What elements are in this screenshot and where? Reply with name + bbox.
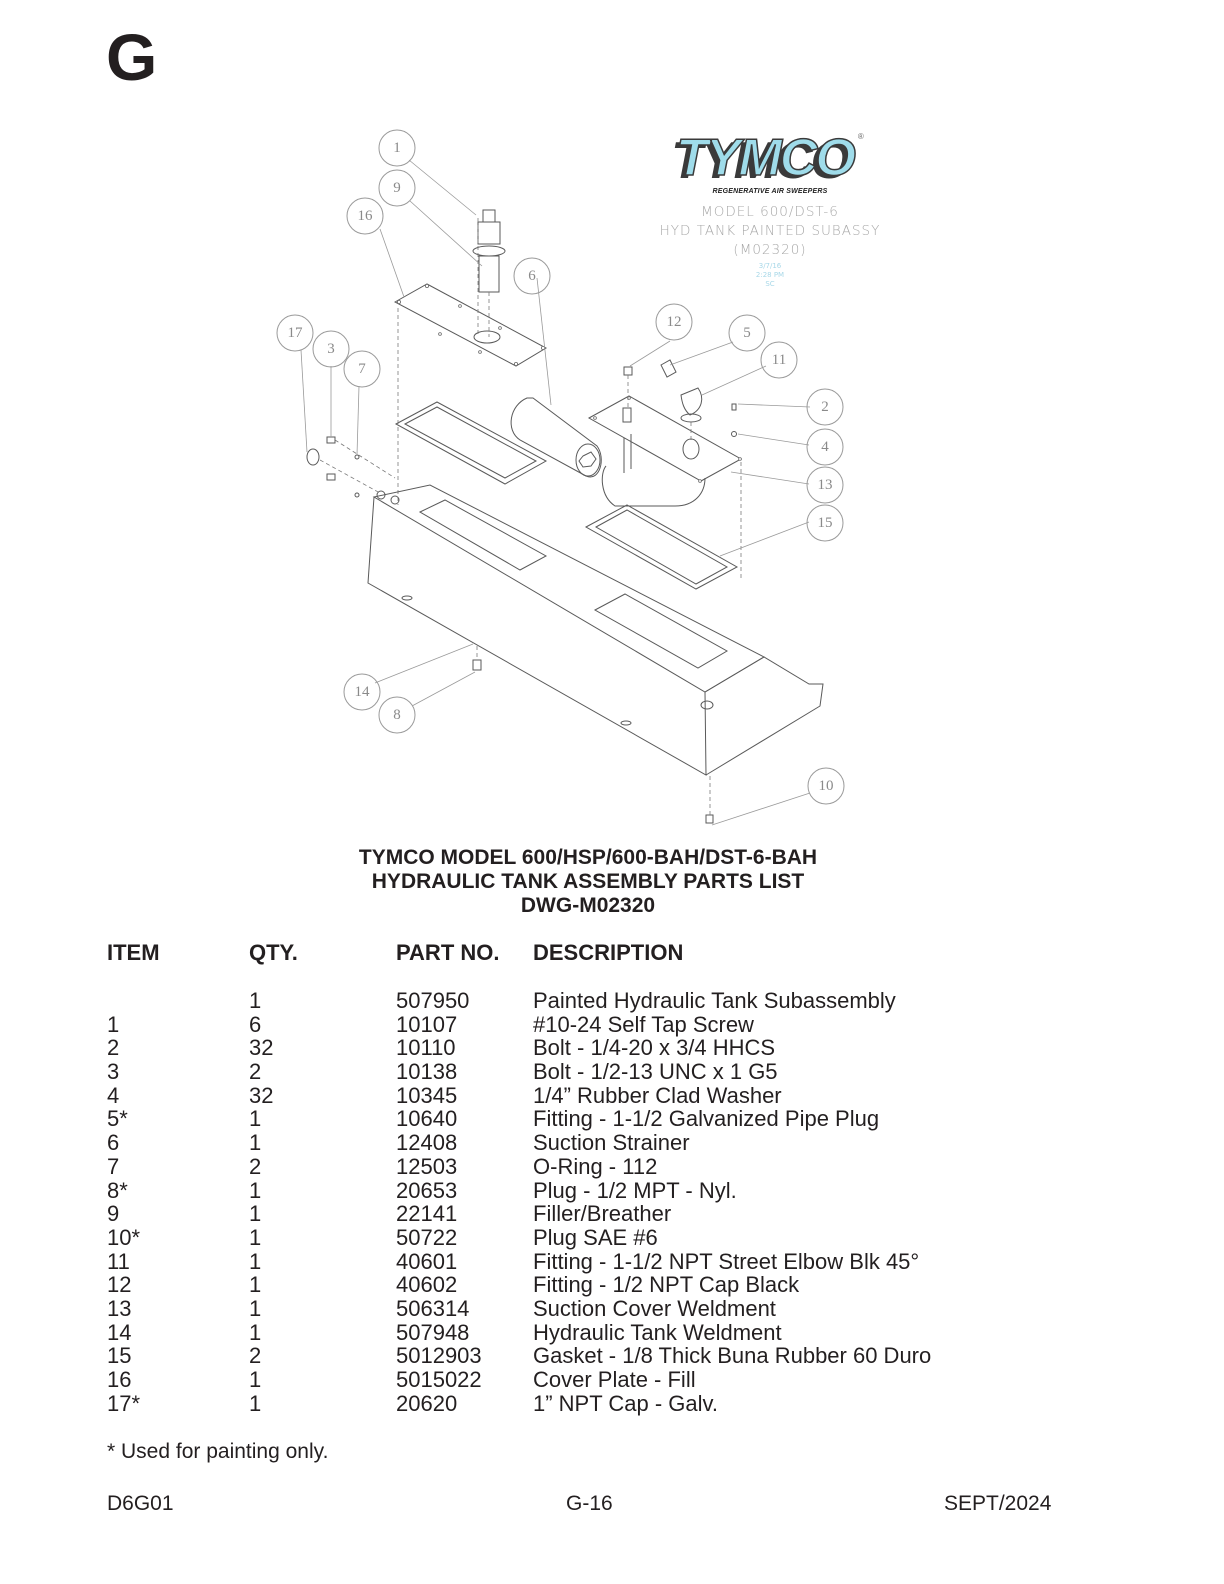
stamp-time: 2:28 PM (755, 271, 785, 279)
footer-date: SEPT/2024 (944, 1492, 1052, 1515)
balloon-6 (514, 258, 550, 294)
parts-table-body (0, 989, 1224, 1415)
balloon-8 (379, 697, 415, 733)
cell-item: 4 (107, 1082, 120, 1108)
table-row (0, 1226, 1224, 1250)
cell-description: 1/4” Rubber Clad Washer (533, 1082, 782, 1108)
balloon-15 (807, 505, 843, 541)
cell-description: Fitting - 1-1/2 NPT Street Elbow Blk 45° (533, 1248, 920, 1274)
cell-part-no: 40602 (396, 1272, 458, 1298)
cell-description: Suction Strainer (533, 1130, 690, 1156)
header-description: DESCRIPTION (533, 940, 684, 965)
cell-item: 15 (107, 1343, 132, 1369)
drain-plugs (473, 646, 713, 823)
stamp-initials: SC (765, 280, 775, 288)
cell-part-no: 5015022 (396, 1367, 482, 1392)
cell-item: 12 (107, 1272, 132, 1298)
cell-item: 14 (107, 1319, 132, 1345)
cell-item: 9 (107, 1201, 120, 1227)
cell-part-no: 10107 (396, 1011, 458, 1037)
cell-qty: 1 (249, 1295, 262, 1321)
parts-list-title (0, 846, 1176, 918)
table-row (0, 1202, 1224, 1226)
cell-qty: 1 (249, 1130, 262, 1156)
cell-qty: 1 (249, 1106, 262, 1132)
svg-text:14: 14 (354, 684, 370, 700)
svg-text:5: 5 (743, 325, 751, 341)
cell-qty: 1 (249, 1201, 262, 1227)
cell-qty: 1 (249, 1367, 262, 1392)
cell-part-no: 20653 (396, 1177, 458, 1203)
table-row (0, 1084, 1224, 1108)
footer-doc-code: D6G01 (107, 1492, 174, 1515)
section-letter: G (106, 20, 158, 94)
balloon-10 (808, 768, 844, 804)
cell-description: Bolt - 1/4-20 x 3/4 HHCS (533, 1035, 776, 1061)
suction-strainer (511, 398, 601, 477)
cell-qty: 1 (249, 1390, 262, 1416)
table-row (0, 1392, 1224, 1416)
cell-part-no: 10138 (396, 1059, 458, 1085)
drawing-title-line: MODEL 600/DST-6 (701, 204, 839, 220)
gasket-right (586, 505, 737, 589)
table-row (0, 1155, 1224, 1179)
table-row (0, 1297, 1224, 1321)
table-row (0, 1013, 1224, 1037)
cell-item: 16 (107, 1367, 132, 1392)
balloon-5 (729, 315, 765, 351)
svg-text:10: 10 (818, 778, 834, 794)
cell-part-no: 507948 (396, 1319, 470, 1345)
cell-qty: 1 (249, 988, 262, 1013)
cell-description: O-Ring - 112 (533, 1153, 658, 1179)
cell-item: 17* (107, 1390, 141, 1416)
cell-part-no: 10345 (396, 1082, 458, 1108)
cell-item: 3 (107, 1059, 120, 1085)
cell-qty: 1 (249, 1224, 262, 1250)
svg-text:3: 3 (327, 341, 335, 357)
svg-text:1: 1 (393, 140, 401, 156)
cell-item: 11 (107, 1248, 130, 1274)
cell-part-no: 506314 (396, 1295, 470, 1321)
tymco-logo: TYMCO (676, 129, 854, 187)
cell-description: Hydraulic Tank Weldment (533, 1319, 782, 1345)
title-line-3: DWG-M02320 (520, 894, 656, 917)
svg-text:13: 13 (817, 477, 833, 493)
cell-part-no: 5012903 (396, 1343, 482, 1369)
balloon-17 (277, 315, 313, 351)
cell-qty: 6 (249, 1011, 262, 1037)
table-row (0, 1368, 1224, 1392)
cell-description: Plug - 1/2 MPT - Nyl. (533, 1177, 737, 1203)
balloon-3 (313, 331, 349, 367)
drawing-title (640, 203, 900, 260)
hydraulic-tank-weldment (368, 485, 823, 775)
table-row (0, 1273, 1224, 1297)
cell-description: Plug SAE #6 (533, 1224, 658, 1250)
svg-text:7: 7 (358, 361, 366, 377)
balloon-12 (656, 304, 692, 340)
cell-description: Bolt - 1/2-13 UNC x 1 G5 (533, 1059, 778, 1085)
table-row (0, 1321, 1224, 1345)
table-row (0, 1344, 1224, 1368)
balloon-1 (379, 130, 415, 166)
table-row (0, 1036, 1224, 1060)
svg-text:12: 12 (666, 314, 682, 330)
cell-item: 7 (107, 1153, 120, 1179)
balloon-2 (807, 389, 843, 425)
cell-description: Gasket - 1/8 Thick Buna Rubber 60 Duro (533, 1343, 932, 1369)
drawing-title-line: HYD TANK PAINTED SUBASSY (659, 223, 881, 239)
header-part-no: PART NO. (396, 940, 500, 965)
cell-item: 6 (107, 1130, 120, 1156)
cell-qty: 1 (249, 1177, 262, 1203)
cell-part-no: 40601 (396, 1248, 458, 1274)
cell-item: 1 (107, 1011, 120, 1037)
cell-description: Cover Plate - Fill (533, 1367, 696, 1392)
suction-cover-weldment (589, 396, 741, 506)
svg-text:15: 15 (817, 515, 833, 531)
cell-item: 5* (107, 1106, 128, 1132)
svg-text:8: 8 (393, 707, 401, 723)
cell-item: 13 (107, 1295, 132, 1321)
logo-tagline: REGENERATIVE AIR SWEEPERS (712, 188, 828, 195)
svg-text:11: 11 (771, 352, 787, 368)
cell-qty: 2 (249, 1153, 262, 1179)
svg-text:17: 17 (287, 325, 303, 341)
cell-part-no: 12408 (396, 1130, 458, 1156)
header-item: ITEM (107, 940, 160, 965)
balloon-14 (344, 674, 380, 710)
balloon-13 (807, 467, 843, 503)
registered-mark: ® (857, 132, 864, 141)
balloon-16 (347, 198, 383, 234)
cell-description: Painted Hydraulic Tank Subassembly (533, 988, 896, 1013)
cell-part-no: 10110 (396, 1035, 456, 1061)
table-row (0, 1107, 1224, 1131)
cell-qty: 1 (249, 1319, 262, 1345)
cell-description: #10-24 Self Tap Screw (533, 1011, 754, 1037)
cell-part-no: 20620 (396, 1390, 458, 1416)
cell-qty: 1 (249, 1248, 262, 1274)
cell-description: Filler/Breather (533, 1201, 672, 1227)
balloon-7 (344, 351, 380, 387)
cell-item: 10* (107, 1224, 141, 1250)
balloon-4 (807, 429, 843, 465)
table-row (0, 1060, 1224, 1084)
bolt-and-washer (732, 404, 742, 578)
cell-part-no: 10640 (396, 1106, 458, 1132)
title-line-2: HYDRAULIC TANK ASSEMBLY PARTS LIST (371, 870, 805, 893)
pipe-plug-and-elbow (661, 360, 702, 440)
side-fittings (307, 308, 398, 505)
balloon-9 (379, 170, 415, 206)
cell-description: Fitting - 1/2 NPT Cap Black (533, 1272, 800, 1298)
table-row (0, 1179, 1224, 1203)
title-line-1: TYMCO MODEL 600/HSP/600-BAH/DST-6-BAH (358, 846, 818, 869)
drawing-title-line: (M02320) (733, 242, 807, 258)
table-row (0, 1131, 1224, 1155)
svg-text:6: 6 (528, 268, 536, 284)
footnote: * Used for painting only. (107, 1440, 329, 1463)
balloon-11 (761, 342, 797, 378)
cell-description: Suction Cover Weldment (533, 1295, 776, 1321)
cell-part-no: 22141 (396, 1201, 458, 1227)
cell-description: Fitting - 1-1/2 Galvanized Pipe Plug (533, 1106, 880, 1132)
cover-plate-fill (395, 284, 546, 366)
cell-part-no: 507950 (396, 988, 470, 1013)
svg-text:16: 16 (357, 208, 373, 224)
footer-page-number: G-16 (566, 1492, 613, 1515)
cell-qty: 1 (249, 1272, 262, 1298)
cell-description: 1” NPT Cap - Galv. (533, 1390, 719, 1416)
table-row (0, 989, 1224, 1013)
stamp-date: 3/7/16 (758, 262, 782, 270)
svg-text:2: 2 (821, 399, 829, 415)
cell-qty: 32 (249, 1035, 274, 1061)
table-row (0, 1250, 1224, 1274)
cell-part-no: 12503 (396, 1153, 458, 1179)
cell-item: 2 (107, 1035, 120, 1061)
cell-qty: 2 (249, 1059, 262, 1085)
cell-part-no: 50722 (396, 1224, 458, 1250)
cell-qty: 32 (249, 1082, 274, 1108)
svg-text:9: 9 (393, 180, 401, 196)
filler-breather (473, 210, 505, 337)
header-qty: QTY. (249, 940, 298, 965)
gasket-left (396, 402, 546, 484)
logo-block (640, 129, 900, 289)
cell-qty: 2 (249, 1343, 262, 1369)
cell-item: 8* (107, 1177, 128, 1203)
svg-text:4: 4 (821, 439, 829, 455)
fitting-cap-black (624, 367, 632, 408)
drawing-stamp (640, 262, 900, 289)
